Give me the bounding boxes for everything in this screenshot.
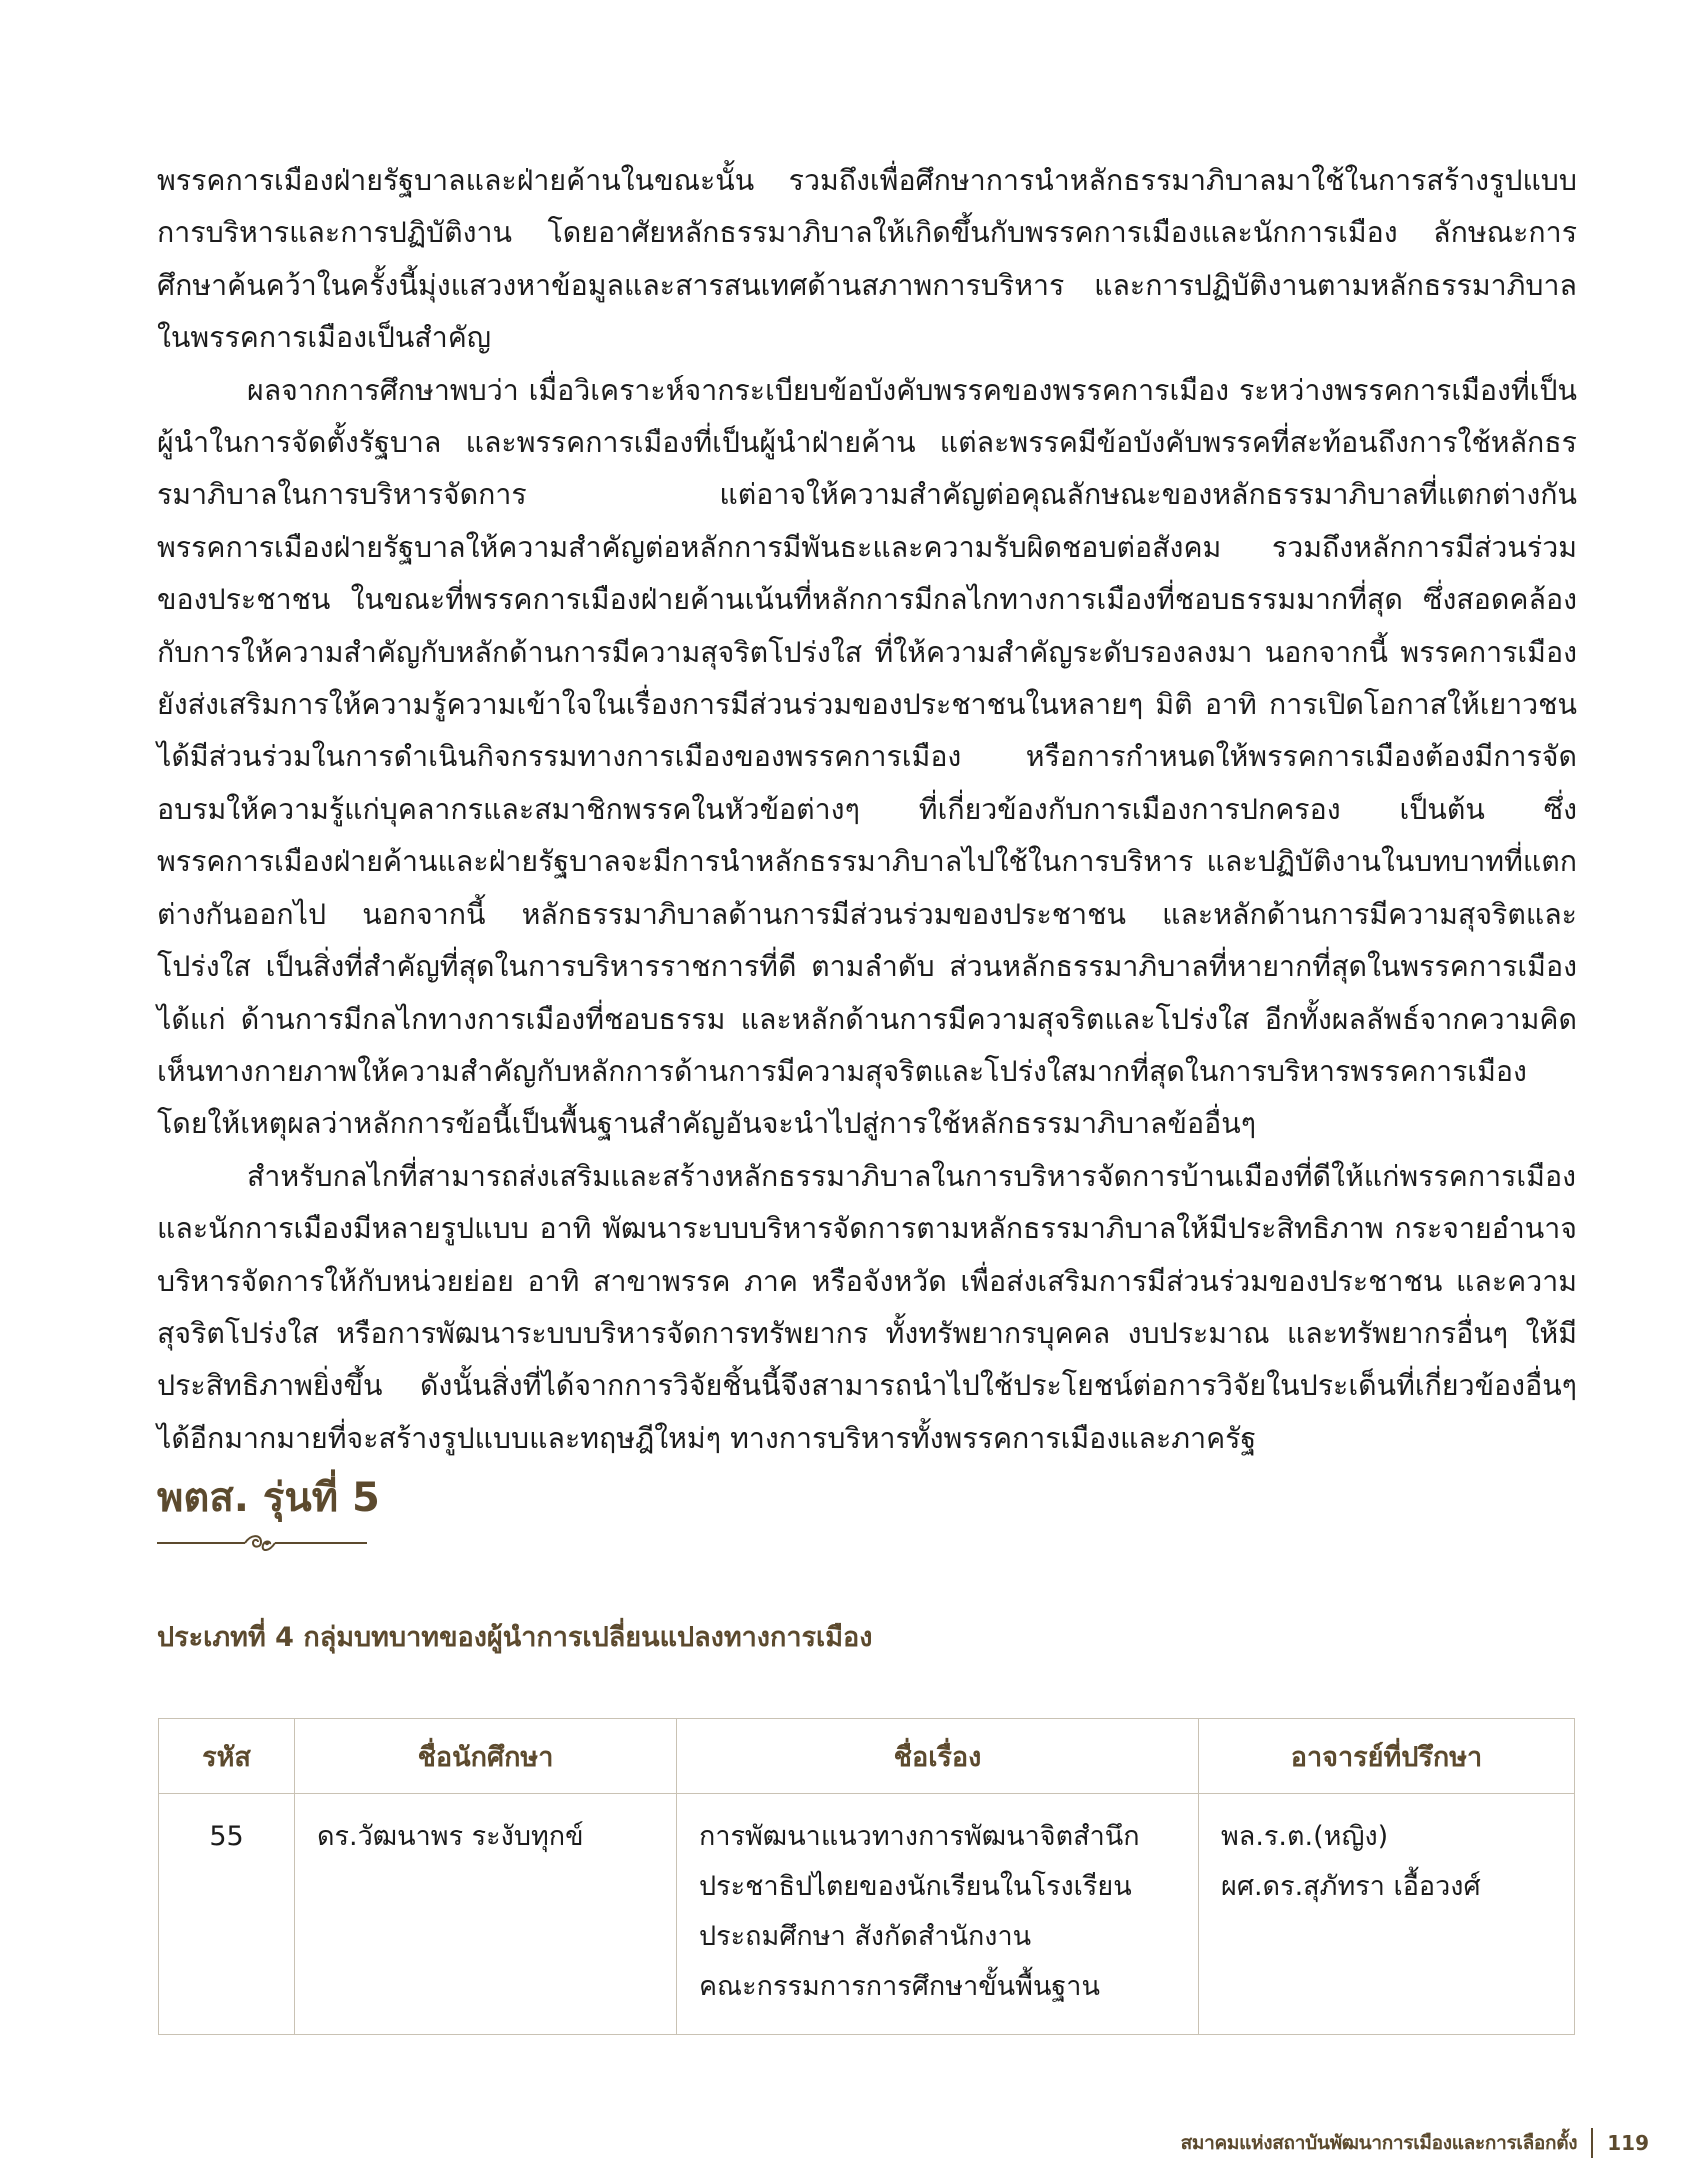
table-header-row bbox=[159, 1719, 1575, 1794]
table-row bbox=[159, 1794, 1575, 2035]
page-number: 119 bbox=[1607, 2131, 1649, 2155]
student-name: ดร.วัฒนาพร ระงับทุกข์ bbox=[295, 1794, 677, 2035]
thesis-title-line: ประถมศึกษา สังกัดสำนักงาน bbox=[699, 1921, 1032, 1952]
thesis-title-line: การพัฒนาแนวทางการพัฒนาจิตสำนึก bbox=[699, 1821, 1140, 1852]
category-title: ประเภทที่ 4 กลุ่มบทบาทของผู้นำการเปลี่ยนแปลงทางการเมือง bbox=[157, 1622, 873, 1653]
footer-divider bbox=[1591, 2128, 1593, 2158]
student-code: 55 bbox=[159, 1794, 295, 2035]
column-header-title: ชื่อเรื่อง bbox=[677, 1719, 1199, 1794]
section-heading: พตส. รุ่นที่ 5 bbox=[157, 1475, 380, 1521]
thesis-title bbox=[677, 1794, 1199, 2035]
advisor-line: พล.ร.ต.(หญิง) bbox=[1221, 1821, 1389, 1852]
body-paragraph: ผลจากการศึกษาพบว่า เมื่อวิเคราะห์จากระเบียบข้อบังคับพรรคของพรรคการเมือง ระหว่างพรรคการเมืองที่เป็นผู้นำในการจัดตั้งรัฐบาล และพรรคการเมืองที่เป็นผู้นำฝ่ายค้าน แต่ละพรรคมีข้อบังคับพรรคที่สะท้อนถึงการใช้หลักธรรมาภิบาลในการบริหารจัดการ แต่อาจให้ความสำคัญต่อคุณลักษณะของหลักธรรมาภิบาลที่แตกต่างกัน พรรคการเมืองฝ่ายรัฐบาลให้ความสำคัญต่อหลักการมีพันธะและความรับผิดชอบต่อสังคม รวมถึงหลักการมีส่วนร่วมของประชาชน ในขณะที่พรรคการเมืองฝ่ายค้านเน้นที่หลักการมีกลไกทางการเมืองที่ชอบธรรมมากที่สุด ซึ่งสอดคล้องกับการให้ความสำคัญกับหลักด้านการมีความสุจริตโปร่งใส ที่ให้ความสำคัญระดับรองลงมา นอกจากนี้ พรรคการเมืองยังส่งเสริมการให้ความรู้ความเข้าใจในเรื่องการมีส่วนร่วมของประชาชนในหลายๆ มิติ อาทิ การเปิดโอกาสให้เยาวชนได้มีส่วนร่วมในการดำเนินกิจกรรมทางการเมืองของพรรคการเมือง หรือการกำหนดให้พรรคการเมืองต้องมีการจัดอบรมให้ความรู้แก่บุคลากรและสมาชิกพรรคในหัวข้อต่างๆ ที่เกี่ยวข้องกับการเมืองการปกครอง เป็นต้น ซึ่งพรรคการเมืองฝ่ายค้านและฝ่ายรัฐบาลจะมีการนำหลักธรรมาภิบาลไปใช้ในการบริหาร และปฏิบัติงานในบทบาทที่แตกต่างกันออกไป นอกจากนี้ หลักธรรมาภิบาลด้านการมีส่วนร่วมของประชาชน และหลักด้านการมีความสุจริตและโปร่งใส เป็นสิ่งที่สำคัญที่สุดในการบริหารราชการที่ดี ตามลำดับ ส่วนหลักธรรมาภิบาลที่หายากที่สุดในพรรคการเมือง ได้แก่ ด้านการมีกลไกทางการเมืองที่ชอบธรรม และหลักด้านการมีความสุจริตและโปร่งใส อีกทั้งผลลัพธ์จากความคิดเห็นทางกายภาพให้ความสำคัญกับหลักการด้านการมีความสุจริตและโปร่งใสมากที่สุดในการบริหารพรรคการเมือง โดยให้เหตุผลว่าหลักการข้อนี้เป็นพื้นฐานสำคัญอันจะนำไปสู่การใช้หลักธรรมาภิบาลข้ออื่นๆ bbox=[157, 373, 1577, 1141]
body-text bbox=[157, 155, 1577, 1465]
column-header-code: รหัส bbox=[159, 1719, 295, 1794]
decorative-flourish-icon bbox=[157, 1532, 367, 1554]
column-header-advisor: อาจารย์ที่ปรึกษา bbox=[1199, 1719, 1575, 1794]
body-paragraph: พรรคการเมืองฝ่ายรัฐบาลและฝ่ายค้านในขณะนั้น รวมถึงเพื่อศึกษาการนำหลักธรรมาภิบาลมาใช้ในการสร้างรูปแบบการบริหารและการปฏิบัติงาน โดยอาศัยหลักธรรมาภิบาลให้เกิดขึ้นกับพรรคการเมืองและนักการเมือง ลักษณะการศึกษาค้นคว้าในครั้งนี้มุ่งแสวงหาข้อมูลและสารสนเทศด้านสภาพการบริหาร และการปฏิบัติงานตามหลักธรรมาภิบาลในพรรคการเมืองเป็นสำคัญ bbox=[157, 164, 1577, 355]
body-paragraph: สำหรับกลไกที่สามารถส่งเสริมและสร้างหลักธรรมาภิบาลในการบริหารจัดการบ้านเมืองที่ดีให้แก่พรรคการเมืองและนักการเมืองมีหลายรูปแบบ อาทิ พัฒนาระบบบริหารจัดการตามหลักธรรมาภิบาลให้มีประสิทธิภาพ กระจายอำนาจบริหารจัดการให้กับหน่วยย่อย อาทิ สาขาพรรค ภาค หรือจังหวัด เพื่อส่งเสริมการมีส่วนร่วมของประชาชน และความสุจริตโปร่งใส หรือการพัฒนาระบบบริหารจัดการทรัพยากร ทั้งทรัพยากรบุคคล งบประมาณ และทรัพยากรอื่นๆ ให้มีประสิทธิภาพยิ่งขึ้น ดังนั้นสิ่งที่ได้จากการวิจัยชิ้นนี้จึงสามารถนำไปใช้ประโยชน์ต่อการวิจัยในประเด็นที่เกี่ยวข้องอื่นๆ ได้อีกมากมายที่จะสร้างรูปแบบและทฤษฎีใหม่ๆ ทางการบริหารทั้งพรรคการเมืองและภาครัฐ bbox=[157, 1159, 1577, 1455]
page-footer bbox=[1181, 2126, 1649, 2160]
thesis-title-line: ประชาธิปไตยของนักเรียนในโรงเรียน bbox=[699, 1871, 1132, 1902]
column-header-student: ชื่อนักศึกษา bbox=[295, 1719, 677, 1794]
advisor bbox=[1199, 1794, 1575, 2035]
footer-association-name: สมาคมแห่งสถาบันพัฒนาการเมืองและการเลือกตั้ง bbox=[1180, 2132, 1578, 2154]
advisor-line: ผศ.ดร.สุภัทรา เอื้อวงศ์ bbox=[1221, 1871, 1481, 1902]
thesis-title-line: คณะกรรมการการศึกษาขั้นพื้นฐาน bbox=[699, 1971, 1100, 2002]
thesis-table bbox=[158, 1718, 1575, 2035]
